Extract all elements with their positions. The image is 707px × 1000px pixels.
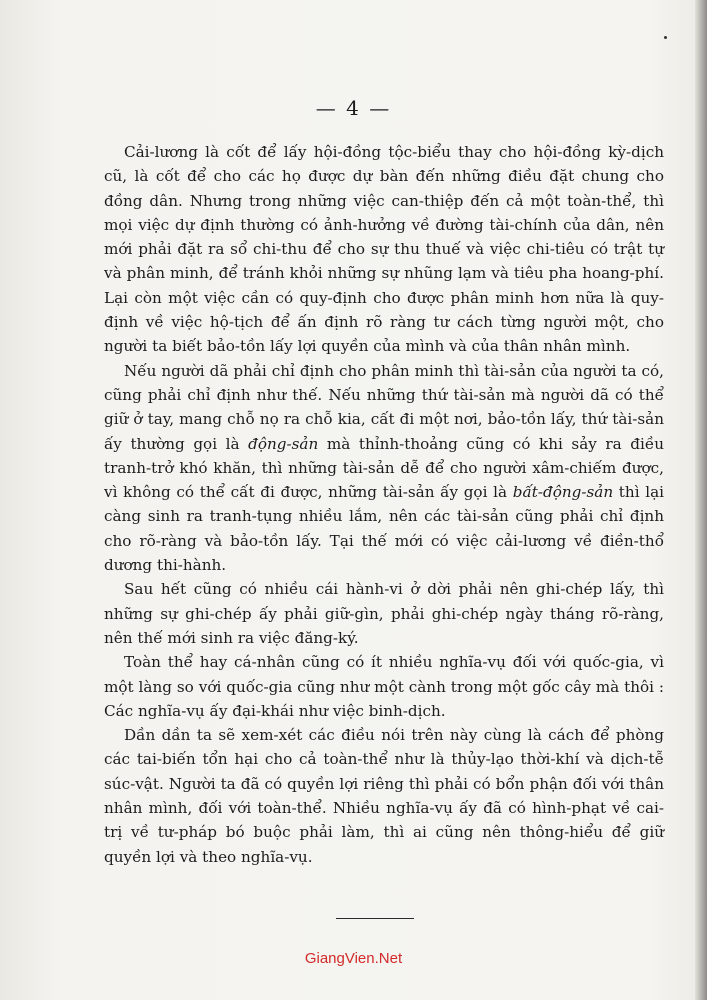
ink-speck xyxy=(664,36,667,39)
paragraph-4: Toàn thể hay cá-nhân cũng có ít nhiều nghĩa-vụ đối với quốc-gia, vì một làng so với quốc-gia cũng như một cành trong một gốc cây mà thôi : Các nghĩa-vụ ấy đại-khái như việc binh-dịch. xyxy=(104,653,664,720)
term-dong-san: động-sản xyxy=(248,434,319,453)
paragraph-1: Cải-lương là cốt để lấy hội-đồng tộc-biểu thay cho hội-đồng kỳ-dịch cũ, là cốt để cho các họ được dự bàn đến những điều đặt chung cho đồng dân. Nhưng trong những việc can-thiệp đến cả một toàn-thể, thì mọi việc dự định thường có ảnh-hưởng về đường tài-chính của dân, nên mới phải đặt ra sổ chi-thu để cho sự thu thuế và việc chi-tiêu có trật tự và phân minh, để tránh khỏi những sự nhũng lạm và tiêu pha hoang-phí. Lại còn một việc cần có quy-định cho được phân minh hơn nữa là quy-định về việc hộ-tịch để ấn định rõ ràng tư cách từng người một, cho người ta biết bảo-tồn lấy lợi quyền của mình và của thân nhân mình. xyxy=(104,143,664,356)
section-divider xyxy=(336,918,414,919)
body-text xyxy=(104,140,664,869)
paragraph-2-text-after: thì lại càng sinh ra tranh-tụng nhiều lắm, nên các tài-sản cũng phải chỉ định cho rõ-ràng và bảo-tồn lấy. Tại thế mới có việc cải-lương về điền-thổ dương thi-hành. xyxy=(104,483,664,575)
term-bat-dong-san: bất-động-sản xyxy=(512,483,614,502)
page-edge-shadow xyxy=(695,0,707,1000)
paragraph-2 xyxy=(104,359,664,578)
paragraph-2-text-mid: mà thỉnh-thoảng cũng có khi sảy ra điều tranh-trở khó khăn, thì những tài-sản dễ để cho người xâm-chiếm được, vì không có thể cất đi được, những tài-sản ấy gọi là xyxy=(104,434,664,502)
watermark: GiangVien.Net xyxy=(304,950,403,967)
paragraph-5: Dần dần ta sẽ xem-xét các điều nói trên này cùng là cách để phòng các tai-biến tổn hại cho cả toàn-thể như là thủy-lạo thời-khí và dịch-tễ súc-vật. Người ta đã có quyền lợi riêng thì phải có bổn phận đối với thân nhân mình, đối với toàn-thể. Nhiều nghĩa-vụ ấy đã có hình-phạt về cai-trị về tư-pháp bó buộc phải làm, thì ai cũng nên thông-hiểu để giữ quyền lợi và theo nghĩa-vụ. xyxy=(104,726,664,866)
page-number: — 4 — xyxy=(315,96,392,120)
paragraph-2-text-before: Nếu người dã phải chỉ định cho phân minh thì tài-sản của người ta có, cũng phải chỉ định như thế. Nếu những thứ tài-sản mà người dã có thể giữ ở tay, mang chỗ nọ ra chỗ kia, cất đi một nơi, bảo-tồn lấy, thứ tài-sản ấy thường gọi là xyxy=(104,361,664,453)
paragraph-3: Sau hết cũng có nhiều cái hành-vi ở dời phải nên ghi-chép lấy, thì những sự ghi-chép ấy phải giữ-gìn, phải ghi-chép ngày tháng rõ-ràng, nên thế mới sinh ra việc đăng-ký. xyxy=(104,580,664,647)
